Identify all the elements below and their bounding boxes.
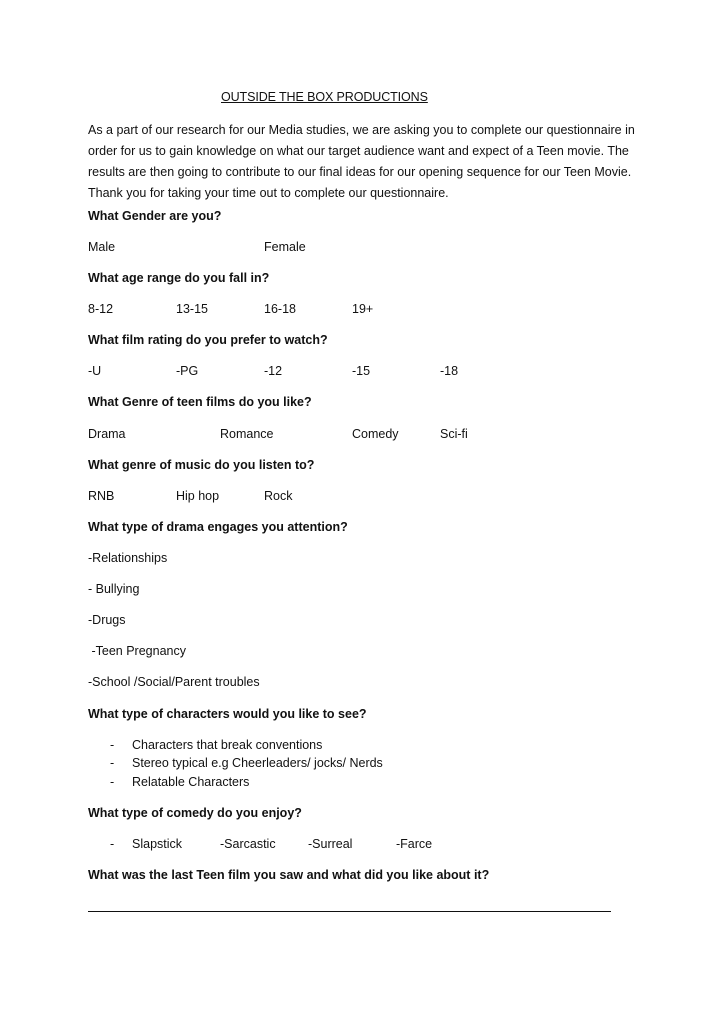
intro-line: As a part of our research for our Media studies, we are asking you to complete our questionnaire in xyxy=(88,123,635,137)
option-relationships: -Relationships xyxy=(88,551,168,565)
option-male: Male xyxy=(88,240,116,254)
option-hip-hop: Hip hop xyxy=(176,489,220,503)
question-music-genre: What genre of music do you listen to? xyxy=(88,458,315,472)
question-character-type: What type of characters would you like to see? xyxy=(88,707,367,721)
question-last-teen-film: What was the last Teen film you saw and what did you like about it? xyxy=(88,868,490,882)
question-teen-genre: What Genre of teen films do you like? xyxy=(88,395,312,409)
option-bullying: - Bullying xyxy=(88,582,140,596)
question-comedy-type: What type of comedy do you enjoy? xyxy=(88,806,302,820)
option-rock: Rock xyxy=(264,489,293,503)
option-drama: Drama xyxy=(88,427,126,441)
option-relatable-characters: Relatable Characters xyxy=(132,775,250,789)
option-surreal: -Surreal xyxy=(308,837,353,851)
intro-line: Thank you for taking your time out to complete our questionnaire. xyxy=(88,186,449,200)
option-female: Female xyxy=(264,240,306,254)
list-dash: - xyxy=(110,756,115,770)
intro-paragraph xyxy=(88,120,648,204)
list-dash: - xyxy=(110,738,115,752)
option-age-19-plus: 19+ xyxy=(352,302,374,316)
option-rating-u: -U xyxy=(88,364,102,378)
document-title: OUTSIDE THE BOX PRODUCTIONS xyxy=(221,90,428,104)
option-sarcastic: -Sarcastic xyxy=(220,837,276,851)
option-rating-12: -12 xyxy=(264,364,283,378)
option-romance: Romance xyxy=(220,427,274,441)
intro-line: order for us to gain knowledge on what our target audience want and expect of a Teen movie. The xyxy=(88,144,629,158)
answer-line[interactable] xyxy=(88,911,611,912)
option-age-16-18: 16-18 xyxy=(264,302,296,316)
option-drugs: -Drugs xyxy=(88,613,126,627)
question-film-rating: What film rating do you prefer to watch? xyxy=(88,333,328,347)
list-dash: - xyxy=(110,775,115,789)
question-age-range: What age range do you fall in? xyxy=(88,271,270,285)
option-age-8-12: 8-12 xyxy=(88,302,114,316)
option-stereotypical: Stereo typical e.g Cheerleaders/ jocks/ Nerds xyxy=(132,756,383,770)
list-dash: - xyxy=(110,837,115,851)
option-break-conventions: Characters that break conventions xyxy=(132,738,323,752)
option-rating-18: -18 xyxy=(440,364,459,378)
option-comedy: Comedy xyxy=(352,427,399,441)
question-drama-type: What type of drama engages you attention? xyxy=(88,520,348,534)
question-gender: What Gender are you? xyxy=(88,209,222,223)
intro-line: results are then going to contribute to our final ideas for our opening sequence for our Teen Movie. xyxy=(88,165,632,179)
option-slapstick: Slapstick xyxy=(132,837,183,851)
option-rating-15: -15 xyxy=(352,364,371,378)
option-sci-fi: Sci-fi xyxy=(440,427,468,441)
option-age-13-15: 13-15 xyxy=(176,302,208,316)
option-rating-pg: -PG xyxy=(176,364,199,378)
option-teen-pregnancy: -Teen Pregnancy xyxy=(88,644,186,658)
option-farce: -Farce xyxy=(396,837,433,851)
option-rnb: RNB xyxy=(88,489,115,503)
option-school-troubles: -School /Social/Parent troubles xyxy=(88,675,260,689)
